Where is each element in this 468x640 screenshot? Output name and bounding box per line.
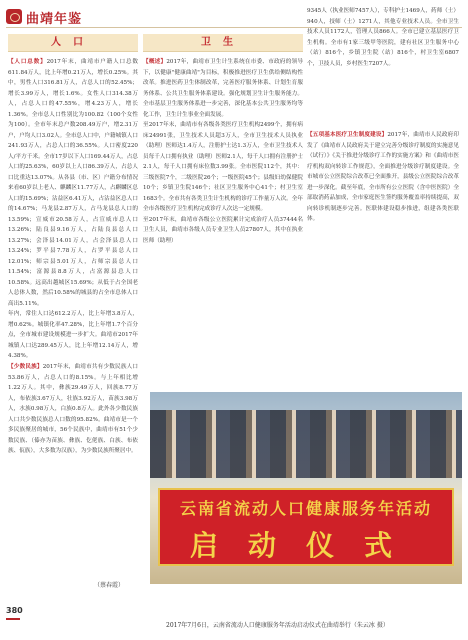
population-urbanization-text: 年内，常住人口达612.2万人，比上年增3.8万人，增0.62%。城镇化率47.28%，比上年增1.7个百分点，全市城市建设规模进一步扩大。曲靖市2017年城镇人口达289.45万人，比上年增12.14万人，增4.38%。	[8, 311, 138, 359]
page-number-accent	[6, 618, 20, 620]
photo-caption: 2017年7月6日，云南省流动人口健康服务年活动启动仪式在曲靖举行（朱云冰 摄）	[166, 622, 389, 629]
event-photo	[150, 392, 462, 584]
population-total-text: 2017年末，曲靖市户籍人口总数611.84万人，比上年增0.21万人，增长0.25%。其中，男性人口316.81万人，占总人口的52.45%；增长3.99万人，增长1.6%。女性人口314.38万人，占总人口的47.55%，增4.23万人，增长1.36%。全市总人口性别比为100.82（100个女性为100）。全市年末总户数208.49万户，增2.31万户，户均人口3.02人。全市总人口中，户籍城镇人口241.93万人，占总人口的36.55%。人口密度220人/平方千米。全市17岁以下人口169.44万人，占总人口的25.63%，60岁以上人口86.39万人，占总人口比重达13.07%。从各县（市、区）户籍分布情况来看60岁以上老人、麒麟区11.77万人，占麒麟区总人口的15.69%；沾益区6.41万人，占沾益区总人口的14.67%；马龙县2.87万人，占马龙县总人口的13.59%；宣威市20.58万人，占宣威市总人口13.26%；陆良县9.16万人，占陆良县总人口13.27%；会泽县14.01万人，占会泽县总人口13.24%；罗平县7.78万人，占罗平县总人口12.01%；师宗县5.01万人，占师宗县总人口11.54%；富源县8.8万人，占富源县总人口10.58%。远高出越城区15.69%；从低于占全国老人总体人数，然后10.58%的城县的占全市总体人口高出5.11%。	[8, 59, 138, 307]
event-banner	[158, 488, 454, 566]
section-heading-population: 人口	[8, 34, 138, 52]
population-total-label: 【人口总数】	[8, 59, 47, 65]
healthcare-system-column	[307, 130, 459, 258]
healthcare-system-label: 【五项基本医疗卫生制度建设】	[307, 132, 388, 138]
health-overview-text: 2017年，曲靖市卫生计生系统在市委、市政府的领导下，以健康"健康曲靖"为目标，积极推进医疗卫生供给侧结构性改革。推进医药卫生体制改革，完善医疗服务体系、计划生育服务体系、公共卫生服务体系建设。强化规划卫生计生服务能力。全市基层卫生服务体系进一步完善，深化基本公共卫生服务均等化工作，卫生计生事业全面发展。	[143, 59, 303, 118]
event-participants-image	[150, 410, 462, 478]
health-staff-text: 至2017年末，曲靖市各级公立医院累计完成治疗人员37444名卫生人员，曲靖市各级人员专业卫生人员27807人，其中在执业医师（助理）	[143, 216, 303, 244]
ethnic-minority-label: 【少数民族】	[8, 364, 43, 370]
ethnic-minority-text: 2017年末，曲靖市共有少数民族人口53.86万人，占总人口的8.15%。与上年相比增1.22万人。其中，彝族29.49万人，回族8.77万人，布依族3.67万人，壮族3.92万人，苗族3.98万人，水族0.98万人，白族0.8万人。此外各少数民族人口共少数民族总人口数的95.82%。曲靖市是一个多民族聚居的城市，56个民族中，曲靖市有51个少数民族、（傣亦为苗族、彝族、仡佬族、白族、布依族、佤族），大多数为汉族），为少数民族所聚居中。	[8, 364, 138, 454]
section-heading-health: 卫生	[143, 34, 303, 52]
population-author: （蔡春霞）	[94, 582, 125, 589]
ethnic-minority-column	[8, 362, 138, 492]
health-resources-text: 至2017年末，曲靖市有各级各类医疗卫生机构2499个，拥有病床24991张，卫生技术人员超3万人，全市卫生技术人员执业（助理）医师达1.4万人，注册护士达1.3万人，全市卫生技术人员每千人口拥有执业（助理）医师2.1人，每千人口拥有注册护士2.1人，每千人口拥有床位数3.99张。全市医院112个，其中：三级医院7个，二级医院26个；一级医院45个；县级妇幼保健院10个；乡镇卫生院146个；社区卫生服务中心41个；村卫生室1683个。全市共有各类卫生计生机构的诊疗工作量万人次。全年全市各级医疗卫生机构完成诊疗人次达一定规模。	[143, 122, 303, 212]
population-column-main	[8, 57, 138, 359]
health-staff-continued-text: 9345人（执业医师7457人），专科护士1469人，药师（士）940人，技师（士）1271人，其他专业技术人员。全市卫生技术人员1172人，管理人员866人。全市已建立基层医疗卫生机构。全市有1家三级甲等医院，建有社区卫生服务中心（站）816个，乡镇卫生院（站）816个，村卫生室6807个，卫技人员，乡村医生7207人。	[307, 8, 459, 67]
yearbook-title: 曲靖年鉴	[26, 12, 83, 27]
healthcare-system-text: 2017年，曲靖市人民政府印发了《曲靖市人民政府关于建立完善分级诊疗制度的实施意见（试行）》《关于推进分级诊疗工作的实施方案》和《曲靖市医疗机构双向转诊工作规范》，全面推进分级诊疗制度建设。全市城市公立医院综合改革已全面推开，县级公立医院综合改革进一步深化。截至年底，全市所有公立医院（含中医医院）全部取消药品加成，全市家庭医生签约服务覆盖率持续提高，双向转诊机制逐步完善。医联体建设稳步推进，组建各类医联体。	[307, 132, 459, 222]
yearbook-seal-icon	[6, 9, 22, 24]
health-staff-continued	[307, 6, 459, 66]
banner-ceremony-line: 启动仪式	[189, 529, 422, 562]
health-overview-label: 【概述】	[143, 59, 167, 65]
banner-title-line: 云南省流动人口健康服务年活动	[179, 499, 432, 518]
health-overview-column	[143, 57, 303, 399]
page-number: 380	[6, 606, 23, 615]
